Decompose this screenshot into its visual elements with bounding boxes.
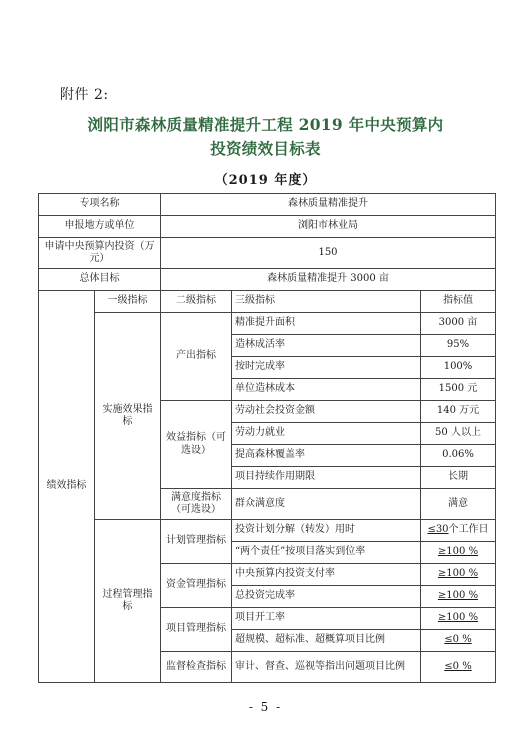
goal-value: 森林质量精准提升 3000 亩 <box>161 269 496 291</box>
indicator-name: 中央预算内投资支付率 <box>232 564 421 586</box>
supervise-indicator-label: 监督检查指标 <box>161 652 232 683</box>
perf-indicator-label: 绩效指标 <box>39 291 95 683</box>
attachment-label: 附件 2: <box>60 87 109 103</box>
table-row <box>39 520 496 542</box>
indicator-value <box>421 520 496 542</box>
table-row <box>39 269 496 291</box>
satisfaction-indicator-label: 满意度指标（可选设） <box>161 489 232 520</box>
effect-indicator-label: 实施效果指标 <box>95 313 161 520</box>
indicator-value: ≤0 % <box>421 652 496 683</box>
table-row <box>39 216 496 238</box>
indicator-name: 总投资完成率 <box>232 586 421 608</box>
indicator-name: 单位造林成本 <box>232 379 421 401</box>
process-indicator-label: 过程管理指标 <box>95 520 161 683</box>
indicator-value: 95% <box>421 335 496 357</box>
benefit-indicator-label: 效益指标（可选设） <box>161 401 232 489</box>
col-header-level3: 三级指标 <box>232 291 421 313</box>
table-row <box>39 313 496 335</box>
indicator-name: 造林成活率 <box>232 335 421 357</box>
indicator-value: 0.06% <box>421 445 496 467</box>
indicator-value: 长期 <box>421 467 496 489</box>
fund-indicator-label: 资金管理指标 <box>161 564 232 608</box>
investment-label: 申请中央预算内投资（万元） <box>39 238 161 269</box>
project-name-label: 专项名称 <box>39 194 161 216</box>
indicator-name: 提高森林覆盖率 <box>232 445 421 467</box>
indicator-name: 劳动力就业 <box>232 423 421 445</box>
indicator-value: ≥100 % <box>421 542 496 564</box>
investment-value: 150 <box>161 238 496 269</box>
table-row <box>39 238 496 269</box>
indicator-value: 1500 元 <box>421 379 496 401</box>
indicator-name: 审计、督查、巡视等指出问题项目比例 <box>232 652 421 683</box>
table-row <box>39 194 496 216</box>
applicant-label: 申报地方或单位 <box>39 216 161 238</box>
applicant-value: 浏阳市林业局 <box>161 216 496 238</box>
col-header-level1: 一级指标 <box>95 291 161 313</box>
indicator-name: 项目持续作用期限 <box>232 467 421 489</box>
indicator-value: ≥100 % <box>421 586 496 608</box>
indicator-value: ≥100 % <box>421 564 496 586</box>
plan-indicator-label: 计划管理指标 <box>161 520 232 564</box>
indicator-value: 140 万元 <box>421 401 496 423</box>
col-header-value: 指标值 <box>421 291 496 313</box>
indicator-name: “两个责任”按项目落实到位率 <box>232 542 421 564</box>
indicator-value: 3000 亩 <box>421 313 496 335</box>
goal-label: 总体目标 <box>39 269 161 291</box>
indicator-value: ≤0 % <box>421 630 496 652</box>
indicator-value: 50 人以上 <box>421 423 496 445</box>
project-name-value: 森林质量精准提升 <box>161 194 496 216</box>
document-title-line2: 投资绩效目标表 <box>210 139 321 158</box>
performance-table <box>38 193 496 683</box>
indicator-value: 满意 <box>421 489 496 520</box>
indicator-name: 按时完成率 <box>232 357 421 379</box>
document-year: （2019 年度） <box>214 173 317 188</box>
indicator-name: 群众满意度 <box>232 489 421 520</box>
document-title-line1: 浏阳市森林质量精准提升工程 2019 年中央预算内 <box>87 115 444 134</box>
indicator-name: 项目开工率 <box>232 608 421 630</box>
indicator-name: 投资计划分解（转发）用时 <box>232 520 421 542</box>
col-header-level2: 二级指标 <box>161 291 232 313</box>
indicator-value-unit: 个工作日 <box>448 524 489 536</box>
page-number: - 5 - <box>248 700 283 714</box>
indicator-name: 精准提升面积 <box>232 313 421 335</box>
table-row <box>39 291 496 313</box>
indicator-value: 100% <box>421 357 496 379</box>
output-indicator-label: 产出指标 <box>161 313 232 401</box>
indicator-value: ≥100 % <box>421 608 496 630</box>
indicator-name: 超规模、超标准、超概算项目比例 <box>232 630 421 652</box>
project-mgmt-indicator-label: 项目管理指标 <box>161 608 232 652</box>
indicator-name: 劳动社会投资金额 <box>232 401 421 423</box>
indicator-value-number: ≤30 <box>427 524 449 536</box>
